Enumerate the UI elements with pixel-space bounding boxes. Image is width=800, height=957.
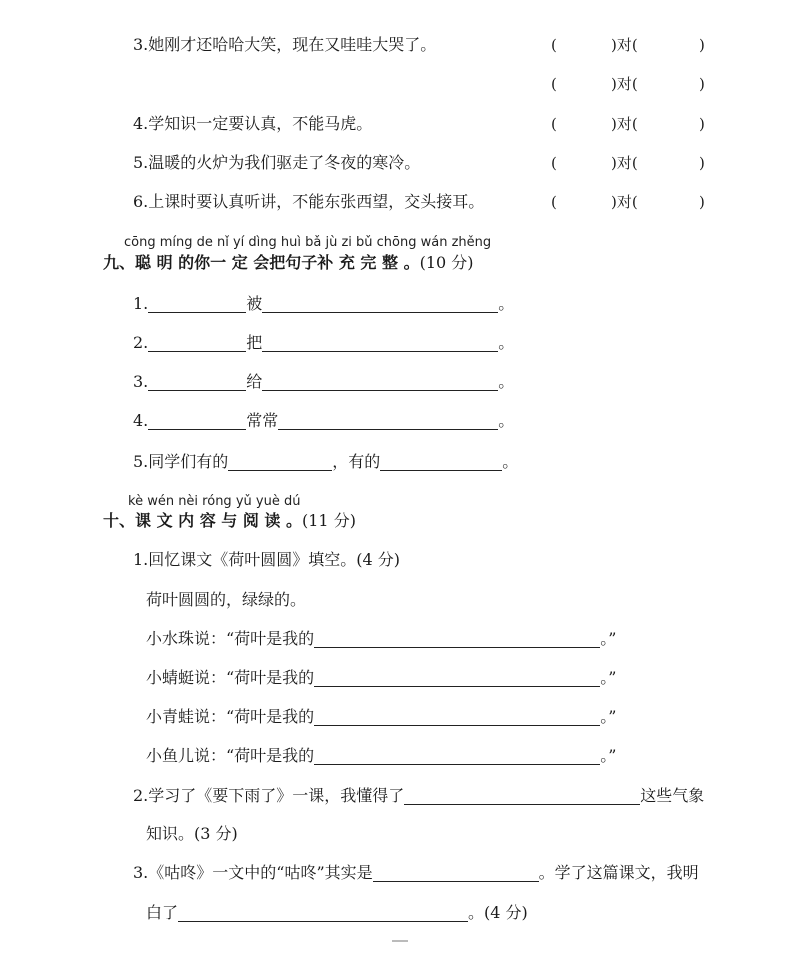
pair-mid: )对(: [611, 193, 638, 211]
answer-blank[interactable]: [262, 374, 498, 391]
answer-blank[interactable]: [314, 709, 600, 726]
section9-heading: [103, 252, 474, 274]
page-number-mark: [392, 940, 408, 942]
item-mid: ，有的: [332, 452, 381, 471]
pair-mid: )对(: [611, 154, 638, 172]
item-number: 3.: [133, 35, 149, 54]
line-end: 。”: [600, 746, 617, 765]
s8-item-4: [133, 113, 372, 135]
item-pre: 学习了《要下雨了》一课，我懂得了: [148, 786, 405, 805]
close-paren: ): [699, 193, 705, 211]
section10-score: (11 分): [302, 511, 356, 530]
answer-blank[interactable]: [148, 374, 246, 391]
item-number: 6.: [133, 192, 149, 211]
item-post: 这些气象: [640, 786, 705, 805]
section9-score: (10 分): [419, 253, 474, 272]
answer-blank[interactable]: [148, 335, 246, 352]
line-end: 。”: [600, 668, 617, 687]
s9-item-5: [133, 451, 518, 473]
s9-item-3: [133, 371, 514, 393]
item-end: 。: [498, 411, 515, 430]
answer-blank[interactable]: [178, 905, 468, 922]
item-number: 2.: [133, 786, 149, 805]
section10-pinyin: kè wén nèi róng yǔ yuè dú: [128, 494, 301, 509]
item-number: 1.: [133, 294, 149, 313]
s9-item-1: [133, 293, 514, 315]
answer-blank[interactable]: [278, 413, 498, 430]
item-number: 2.: [133, 333, 149, 352]
answer-blank[interactable]: [148, 296, 246, 313]
pair-mid: )对(: [611, 36, 638, 54]
item-end: 。: [502, 452, 519, 471]
open-paren: (: [551, 36, 557, 54]
item-number: 3.: [133, 372, 149, 391]
item-pre: 白了: [146, 903, 179, 922]
item-pre: 同学们有的: [148, 452, 229, 471]
item-end: 。: [498, 372, 515, 391]
answer-blank[interactable]: [314, 748, 600, 765]
open-paren: (: [551, 154, 557, 172]
item-word: 把: [246, 333, 263, 352]
item-number: 4.: [133, 114, 149, 133]
section9-title: 九、聪 明 的你一 定 会把句子补 充 完 整 。: [103, 253, 420, 272]
item-number: 4.: [133, 411, 149, 430]
item-end: 。: [498, 333, 515, 352]
answer-blank[interactable]: [404, 788, 640, 805]
item-word: 给: [246, 372, 263, 391]
item-pre: 《咕咚》一文中的“咕咚”其实是: [148, 863, 373, 882]
s10-q3: [133, 862, 699, 884]
pair-mid: )对(: [611, 75, 638, 93]
answer-blank[interactable]: [262, 296, 498, 313]
line-end: 。”: [600, 707, 617, 726]
item-post: 。(4 分): [468, 903, 528, 922]
item-number: 1.: [133, 550, 149, 569]
poem-line: [146, 667, 616, 689]
item-text: 上课时要认真听讲，不能东张西望，交头接耳。: [148, 192, 485, 211]
close-paren: ): [699, 115, 705, 133]
s8-item-5: [133, 152, 420, 174]
s10-q1: [133, 549, 400, 571]
answer-blank[interactable]: [380, 454, 502, 471]
s10-q2-cont: 知识。(3 分): [146, 824, 238, 843]
answer-blank[interactable]: [228, 454, 332, 471]
item-text: 她刚才还哈哈大笑，现在又哇哇大哭了。: [148, 35, 437, 54]
line-pre: 小水珠说：“荷叶是我的: [146, 629, 315, 648]
item-number: 3.: [133, 863, 149, 882]
s10-q3-cont: [146, 902, 528, 924]
line-pre: 小青蛙说：“荷叶是我的: [146, 707, 315, 726]
s8-item-6: [133, 191, 484, 213]
open-paren: (: [551, 75, 557, 93]
s9-item-2: [133, 332, 514, 354]
open-paren: (: [551, 115, 557, 133]
line-end: 。”: [600, 629, 617, 648]
close-paren: ): [699, 36, 705, 54]
line-pre: 小蜻蜓说：“荷叶是我的: [146, 668, 315, 687]
item-text: 回忆课文《荷叶圆圆》填空。(4 分): [148, 550, 401, 569]
poem-intro: 荷叶圆圆的，绿绿的。: [146, 590, 307, 609]
section10-title: 十、课 文 内 容 与 阅 读 。: [103, 511, 302, 530]
item-end: 。: [498, 294, 515, 313]
item-number: 5.: [133, 153, 149, 172]
poem-line: [146, 628, 616, 650]
item-text: 温暖的火炉为我们驱走了冬夜的寒冷。: [148, 153, 421, 172]
answer-blank[interactable]: [373, 865, 539, 882]
item-post: 。学了这篇课文，我明: [538, 863, 699, 882]
close-paren: ): [699, 154, 705, 172]
answer-blank[interactable]: [148, 413, 246, 430]
close-paren: ): [699, 75, 705, 93]
answer-blank[interactable]: [262, 335, 498, 352]
section10-heading: [103, 510, 356, 532]
item-word: 被: [246, 294, 263, 313]
answer-blank[interactable]: [314, 631, 600, 648]
poem-line: [146, 706, 616, 728]
item-number: 5.: [133, 452, 149, 471]
s10-q2: [133, 785, 704, 807]
pair-mid: )对(: [611, 115, 638, 133]
poem-line: [146, 745, 616, 767]
line-pre: 小鱼儿说：“荷叶是我的: [146, 746, 315, 765]
item-word: 常常: [246, 411, 279, 430]
s9-item-4: [133, 410, 514, 432]
s8-item-3: [133, 34, 436, 56]
open-paren: (: [551, 193, 557, 211]
item-text: 学知识一定要认真，不能马虎。: [148, 114, 373, 133]
answer-blank[interactable]: [314, 670, 600, 687]
section9-pinyin: cōng míng de nǐ yí dìng huì bǎ jù zi bǔ chōng wán zhěng: [124, 235, 492, 250]
